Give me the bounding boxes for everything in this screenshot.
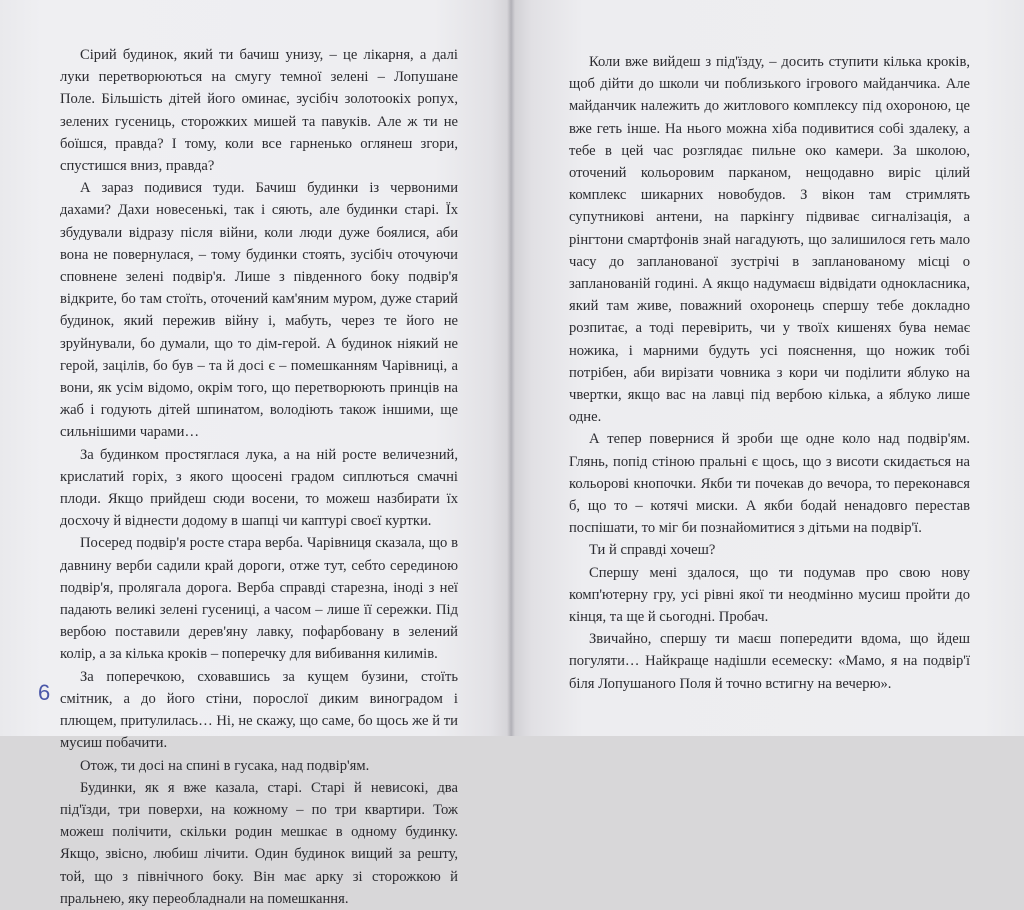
left-page	[0, 0, 511, 907]
right-page	[511, 0, 1024, 736]
page-number: 6	[38, 680, 51, 705]
paragraph: Коли вже вийдеш з під'їзду, – досить ступити кілька кроків, щоб дійти до школи чи поблизького ігрового майданчика. Але майданчик належить до житлового комплексу під охороною, це вже геть інше. На нього можна хіба подивитися собі здалеку, а тебе в цей час розглядає пильне око камери. За школою, оточений кольоровим парканом, нещодавно виріс цілий комплекс шикарних новобудов. З вікон там стримлять супутникові антени, на паркінгу підвиває сигналізація, а рінгтони смартфонів знай нагадують, що залишилося геть мало часу до запланованої зустрічі в запланованому місці о запланованій годині. А якщо надумаєш відвідати однокласника, який там живе, поважний охоронець спершу тебе докладно розпитає, а тоді перевірить, чи у твоїх кишенях бува немає ножика, і марними будуть усі пояснення, що ножик тобі потрібен, аби вирізати човника з кори чи поділити яблуко на чвертки, якщо вас на лавці під вербою кілька, а яблуко лише одне.	[569, 54, 970, 426]
paragraph: А тепер повернися й зроби ще одне коло над подвір'ям. Глянь, попід стіною пральні є щось, що з висоти скидається на кольорові кнопочки. Якби ти почекав до вечора, то переконався б, що то – котячі миски. А якби бодай ненадовго перестав поспішати, то міг би познайомитися з дітьми на подвір'ї.	[569, 431, 970, 537]
paragraph: За поперечкою, сховавшись за кущем бузини, стоїть смітник, а до його стіни, порослої диким виноградом і плющем, притулилась… Ні, не скажу, що саме, бо щось же й ти мусиш побачити.	[60, 668, 458, 752]
paragraph: Ти й справді хочеш?	[589, 542, 716, 559]
paragraph: Отож, ти досі на спині в гусака, над подвір'ям.	[80, 757, 370, 774]
paragraph: Звичайно, спершу ти маєш попередити вдома, що йдеш погуляти… Найкраще надішли есемеску: «Мамо, я на подвір'ї біля Лопушаного Поля й точно встигну на вечерю».	[569, 631, 970, 692]
right-page-text	[569, 51, 970, 695]
paragraph: За будинком простяглася лука, а на ній росте величезний, крислатий горіх, з якого щоосені градом сиплються смачні плоди. Якщо прийдеш сюди восени, то можеш назбирати їх досхочу й віднести додому в шапці чи каптурі своєї куртки.	[60, 446, 458, 530]
paragraph: Спершу мені здалося, що ти подумав про свою нову комп'ютерну гру, усі рівні якої ти неодмінно мусиш пройти до кінця, та ще й сьогодні. Пробач.	[569, 564, 970, 626]
paragraph: А зараз подивися туди. Бачиш будинки із червоними дахами? Дахи новесенькі, так і сяють, але будинки старі. Їх збудували відразу після війни, коли люди дуже боялися, аби вона не повернулася, – тому будинки стоять, зусібіч оточуючи сповнене зелені подвір'я. Лише з південного боку подвір'я відкрите, бо там стоїть, оточений кам'яним муром, дуже старий будинок, який пережив війну і, мабуть, через те його не зруйнували, бо думали, що то дім-герой. А будинок ніякий не герой, зацілів, бо був – та й досі є – помешканням Чарівниці, а вони, як усім відомо, окрім того, що перетворюють принців на жаб і годують дітей шпинатом, володіють також іншими, ще сильнішими чарами…	[60, 180, 458, 441]
paragraph: Сірий будинок, який ти бачиш унизу, – це лікарня, а далі луки перетворюються на смугу темної зелені – Лопушане Поле. Більшість дітей його оминає, зусібіч золотоокіх ропух, зелених гусениць, сторожких мишей та павуків. Але ж ти не боїшся, правда? І тому, коли все гарненько оглянеш згори, спустишся вниз, правда?	[60, 47, 458, 175]
paragraph: Посеред подвір'я росте стара верба. Чарівниця сказала, що в давнину верби садили край дороги, отже тут, себто серединою подвір'я, пролягала дорога. Верба справді старезна, іноді з неї падають великі зелені гусениці, а часом – лише її сережки. Під вербою поставили дерев'яну лавку, пофарбовану в зелений колір, а за кілька кроків – поперечку для вибивання килимів.	[60, 535, 458, 663]
left-page-text	[60, 44, 458, 910]
paragraph: Будинки, як я вже казала, старі. Старі й невисокі, два під'їзди, три поверхи, на кожному – по три квартири. Тож можеш полічити, скільки родин мешкає в одному будинку. Якщо, звісно, любиш лічити. Один будинок вищий за решту, той, що з північного боку. Він має арку зі сторожкою й пральнею, яку переобладнали на помешкання.	[60, 779, 458, 907]
book-gutter	[507, 0, 515, 736]
